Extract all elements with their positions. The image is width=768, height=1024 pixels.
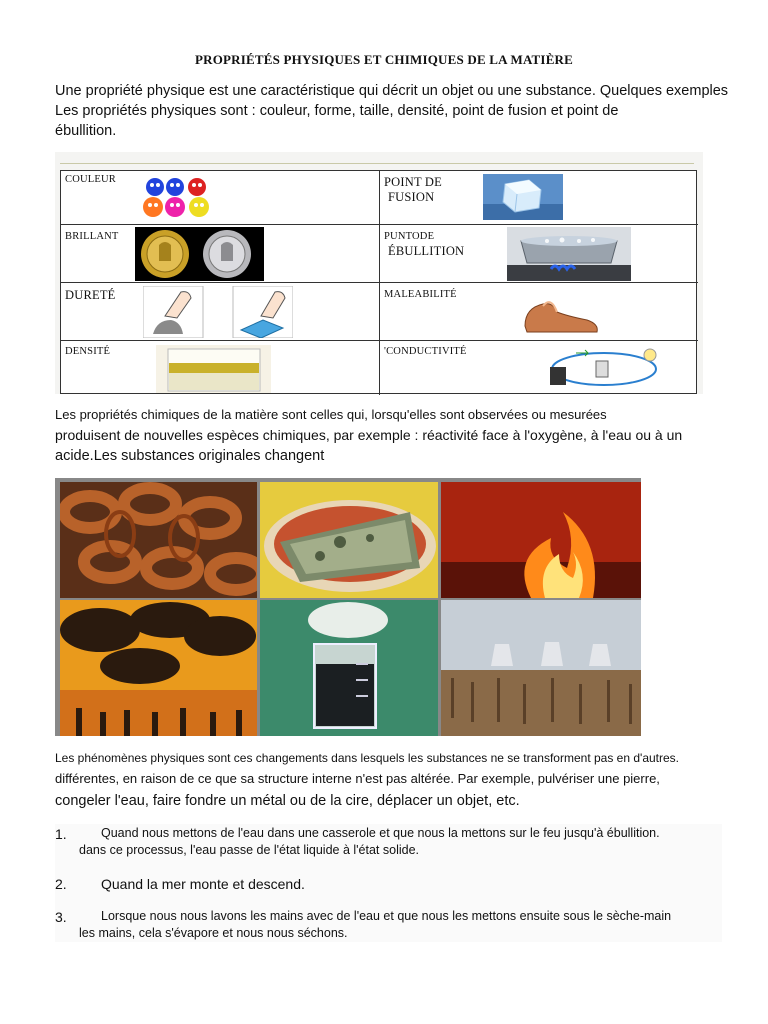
circuit-diagram-image — [546, 345, 664, 393]
intro-line: ébullition. — [55, 123, 117, 139]
cell-label-2: ÉBULLITION — [388, 244, 465, 258]
cell-label: 'CONDUCTIVITÉ — [384, 346, 467, 357]
intro-paragraph — [55, 81, 735, 141]
chemical-line: produisent de nouvelles espèces chimiques, par exemple : réactivité face à l'oxygène, à l'eau ou à un — [55, 427, 683, 443]
hardness-hands-image — [143, 286, 293, 338]
fire-photo — [441, 482, 641, 598]
table-cell-durete — [61, 283, 380, 341]
colored-balls-image — [141, 177, 223, 219]
phenomena-line: congeler l'eau, faire fondre un métal ou de la cire, déplacer un objet, etc. — [55, 793, 520, 809]
list-item-line: dans ce processus, l'eau passe de l'état liquide à l'état solide. — [79, 843, 420, 857]
moldy-bread-photo — [260, 482, 438, 598]
copper-shoe-image — [517, 286, 607, 338]
cell-label: COULEUR — [65, 174, 116, 185]
cell-label: DURETÉ — [65, 288, 116, 302]
chemical-photos-grid — [55, 478, 641, 736]
table-cell-maleabilite — [380, 283, 698, 341]
list-item-line: les mains, cela s'évapore et nous nous séchons. — [79, 926, 348, 940]
cell-label: DENSITÉ — [65, 346, 111, 357]
physical-phenomena-paragraph — [55, 748, 745, 812]
table-cell-couleur — [61, 171, 380, 225]
oil-water-glass-image — [156, 345, 271, 393]
table-cell-brillant — [61, 225, 380, 283]
chemical-line: acide.Les substances originales changent — [55, 448, 325, 464]
intro-line: Les propriétés physiques sont : couleur, forme, taille, densité, point de fusion et point de — [55, 103, 619, 119]
chemical-paragraph — [55, 404, 735, 467]
gold-silver-coins-image — [135, 227, 264, 281]
table-cell-densite — [61, 341, 380, 395]
list-item-line: Lorsque nous nous lavons les mains avec de l'eau et que nous les mettons ensuite sous le sèche-main — [101, 909, 672, 923]
list-number: 1. — [55, 826, 67, 842]
phenomena-line: Les phénomènes physiques sont ces changements dans lesquels les substances ne se transforment pas en d'autres. — [55, 751, 679, 765]
list-item-line: Quand la mer monte et descend. — [101, 876, 305, 892]
phenomena-line: différentes, en raison de ce que sa structure interne n'est pas altérée. Par exemple, pulvériser une pierre, — [55, 771, 660, 786]
list-item-line: Quand nous mettons de l'eau dans une casserole et que nous la mettons sur le feu jusqu'à ébullition. — [101, 826, 660, 840]
chemical-line: Les propriétés chimiques de la matière sont celles qui, lorsqu'elles sont observées ou mesurées — [55, 407, 607, 422]
table-rule — [60, 163, 694, 164]
table-cell-ebullition — [380, 225, 698, 283]
ice-cube-image — [483, 174, 563, 220]
list-number: 3. — [55, 909, 67, 925]
beaker-reaction-photo — [260, 600, 438, 736]
table-cell-conductivite — [380, 341, 698, 395]
cell-label: POINT DE — [384, 175, 442, 189]
smokestack-pollution-photo — [60, 600, 257, 736]
rusty-chain-photo — [60, 482, 257, 598]
power-plant-field-photo — [441, 600, 641, 736]
boiling-pot-image — [507, 227, 631, 281]
intro-line: Une propriété physique est une caractéristique qui décrit un objet ou une substance. Quelques exemples — [55, 83, 729, 99]
cell-label: MALEABILITÉ — [384, 289, 457, 300]
page-title: PROPRIÉTÉS PHYSIQUES ET CHIMIQUES DE LA MATIÈRE — [194, 52, 574, 67]
list-number: 2. — [55, 876, 67, 892]
table-cell-point-de-fusion — [380, 171, 698, 225]
cell-label-2: FUSION — [388, 190, 435, 204]
properties-table — [60, 170, 697, 394]
cell-label: BRILLANT — [65, 231, 119, 242]
cell-label: PUNTODE — [384, 231, 435, 242]
